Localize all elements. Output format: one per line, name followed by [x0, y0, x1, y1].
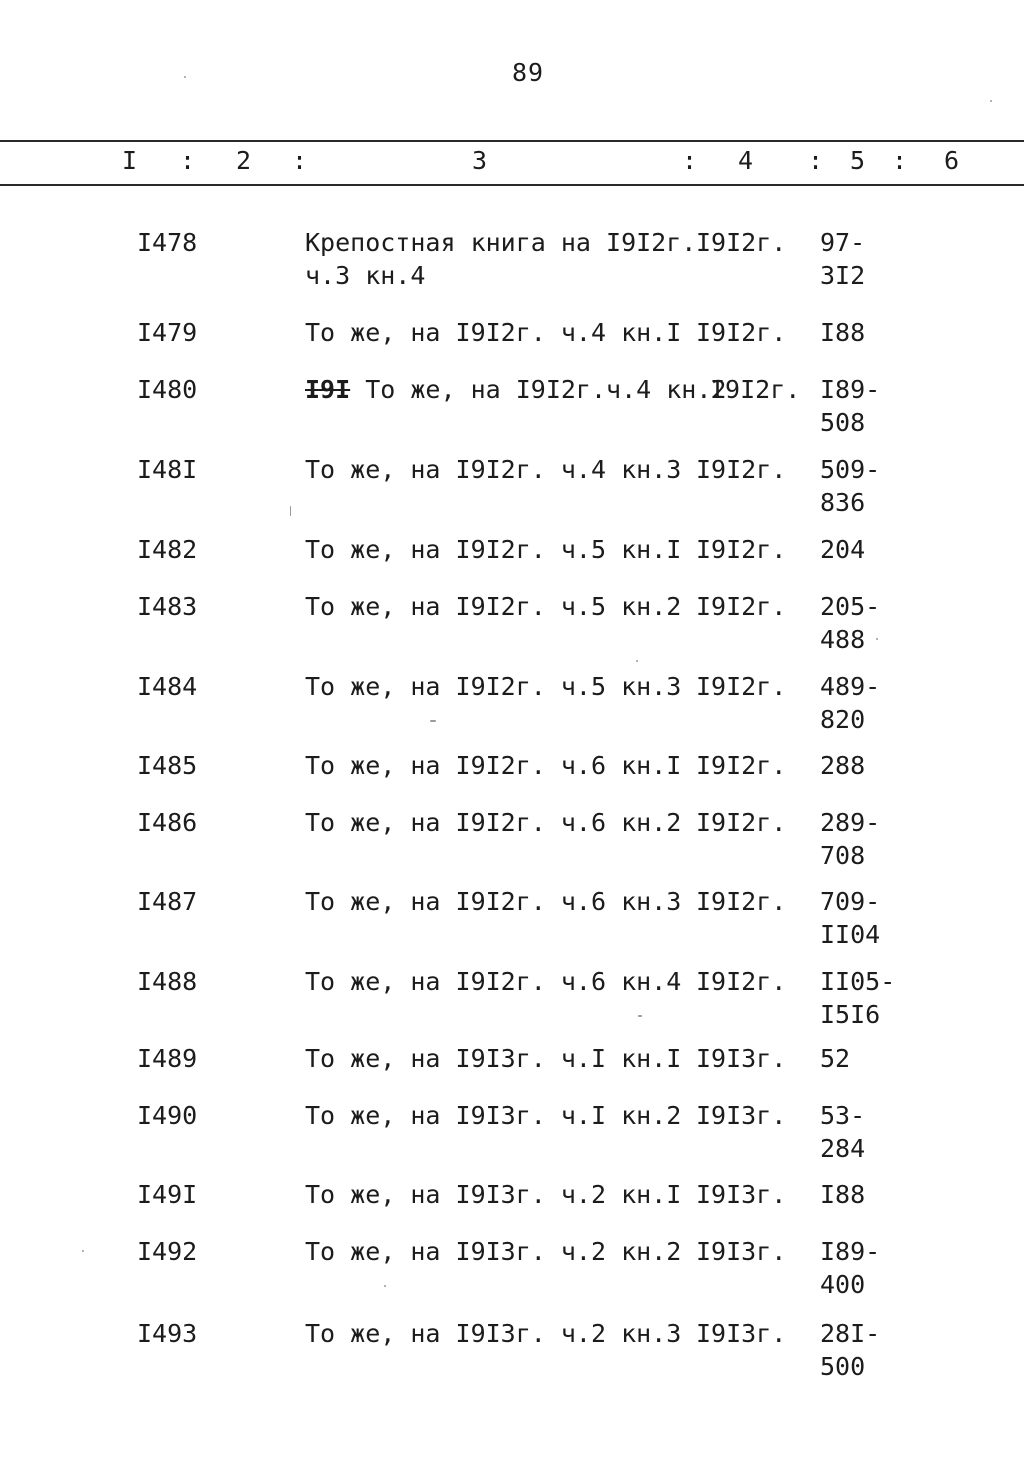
case-date: I9I3г. [696, 1237, 787, 1266]
case-number: I484 [137, 672, 198, 701]
header-rule-bottom [0, 184, 1024, 186]
column-header-6: 6 [944, 146, 960, 175]
column-header-2: 2 [236, 146, 252, 175]
case-title: То же, на I9I2г. ч.6 кн.4 [305, 967, 682, 996]
sheet-count: 204 [820, 535, 866, 564]
case-date: I9I2г. [696, 455, 787, 484]
case-date: I9I2г. [696, 535, 787, 564]
case-title: То же, на I9I3г. ч.2 кн.2 [305, 1237, 682, 1266]
sheet-count: 509- 836 [820, 455, 881, 517]
page-number: 89 [511, 58, 545, 87]
case-number: I49I [137, 1180, 198, 1209]
case-title: Крепостная книга на I9I2г. ч.3 кн.4 [305, 228, 697, 290]
case-title: То же, на I9I2г. ч.5 кн.I [305, 535, 682, 564]
case-date: I9I2г. [696, 808, 787, 837]
case-date: I9I2г. [696, 967, 787, 996]
sheet-count: 28I- 500 [820, 1319, 881, 1381]
sheet-count: 288 [820, 751, 866, 780]
case-title: То же, на I9I2г. ч.6 кн.2 [305, 808, 682, 837]
case-title: То же, на I9I2г. ч.4 кн.I [305, 318, 682, 347]
case-number: I493 [137, 1319, 198, 1348]
column-separator: : [892, 146, 908, 175]
sheet-count: 52 [820, 1044, 851, 1073]
case-number: I488 [137, 967, 198, 996]
case-title-wrap [305, 373, 726, 406]
case-date: I9I2г. [710, 375, 801, 404]
case-date: I9I2г. [696, 228, 787, 257]
case-title: То же, на I9I3г. ч.I кн.2 [305, 1101, 682, 1130]
case-date: I9I2г. [696, 751, 787, 780]
scan-speck [82, 1250, 84, 1252]
case-date: I9I3г. [696, 1319, 787, 1348]
case-number: I489 [137, 1044, 198, 1073]
sheet-count: 489- 820 [820, 672, 881, 734]
column-header-1: I [122, 146, 138, 175]
scan-speck [636, 660, 638, 662]
case-number: I486 [137, 808, 198, 837]
sheet-count: 97- 3I2 [820, 228, 866, 290]
sheet-count: I88 [820, 1180, 866, 1209]
case-title: То же, на I9I2г. ч.5 кн.3 [305, 672, 682, 701]
scan-speck [876, 638, 878, 640]
case-title: То же, на I9I3г. ч.2 кн.3 [305, 1319, 682, 1348]
column-header-row [0, 146, 1024, 178]
sheet-count: 709- II04 [820, 887, 881, 949]
case-number: I485 [137, 751, 198, 780]
case-number: I480 [137, 375, 198, 404]
case-number: I48I [137, 455, 198, 484]
case-date: I9I2г. [696, 318, 787, 347]
case-number: I490 [137, 1101, 198, 1130]
case-title: То же, на I9I2г. ч.4 кн.3 [305, 455, 682, 484]
case-date: I9I3г. [696, 1101, 787, 1130]
sheet-count: II05- I5I6 [820, 967, 896, 1029]
case-title: То же, на I9I2г. ч.6 кн.I [305, 751, 682, 780]
case-title: То же, на I9I2г.ч.4 кн.2 [365, 375, 727, 404]
column-separator: : [682, 146, 698, 175]
case-number: I482 [137, 535, 198, 564]
case-title: То же, на I9I3г. ч.2 кн.I [305, 1180, 682, 1209]
scan-speck [990, 100, 992, 102]
scan-speck [184, 76, 186, 78]
case-title: То же, на I9I3г. ч.I кн.I [305, 1044, 682, 1073]
case-date: I9I2г. [696, 672, 787, 701]
sheet-count: 205- 488 [820, 592, 881, 654]
header-rule-top [0, 140, 1024, 142]
case-number: I478 [137, 228, 198, 257]
case-title: То же, на I9I2г. ч.5 кн.2 [305, 592, 682, 621]
sheet-count: 289- 708 [820, 808, 881, 870]
case-title: То же, на I9I2г. ч.6 кн.3 [305, 887, 682, 916]
column-header-5: 5 [850, 146, 866, 175]
case-number: I483 [137, 592, 198, 621]
column-header-4: 4 [738, 146, 754, 175]
sheet-count: 53- 284 [820, 1101, 866, 1163]
case-number: I492 [137, 1237, 198, 1266]
sheet-count: I89- 400 [820, 1237, 881, 1299]
scan-speck [430, 720, 436, 722]
column-separator: : [808, 146, 824, 175]
case-date: I9I2г. [696, 887, 787, 916]
struck-out-text: I9I [305, 375, 351, 404]
case-date: I9I3г. [696, 1180, 787, 1209]
sheet-count: I88 [820, 318, 866, 347]
column-separator: : [292, 146, 308, 175]
case-date: I9I2г. [696, 592, 787, 621]
scan-speck [638, 1015, 642, 1017]
scan-speck [384, 1285, 386, 1287]
column-header-3: 3 [472, 146, 488, 175]
case-date: I9I3г. [696, 1044, 787, 1073]
case-number: I479 [137, 318, 198, 347]
scan-speck [290, 506, 291, 516]
case-number: I487 [137, 887, 198, 916]
sheet-count: I89- 508 [820, 375, 881, 437]
column-separator: : [180, 146, 196, 175]
